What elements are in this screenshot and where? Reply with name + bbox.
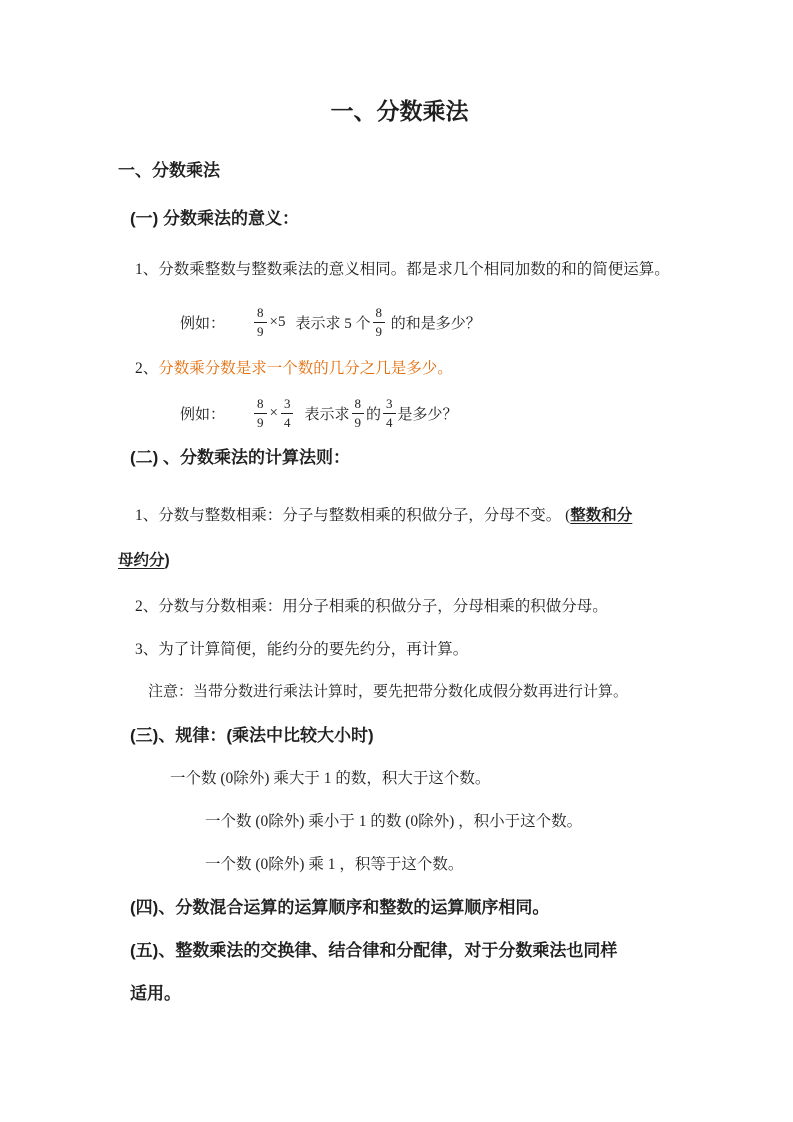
law-item-2: 一个数 (0除外) 乘小于 1 的数 (0除外) ，积小于这个数。: [205, 813, 583, 830]
main-heading: 一、分数乘法: [118, 161, 220, 180]
fraction-numerator: 8: [375, 304, 382, 320]
example-1-text-1: 表示求 5 个: [295, 315, 371, 332]
fraction-8-9: [373, 305, 386, 339]
section-1-heading: (一) 分数乘法的意义：: [130, 209, 300, 228]
fraction-numerator: 3: [386, 395, 393, 411]
fraction-3-4: [281, 396, 294, 430]
example-2-text-3: 是多少？: [397, 406, 458, 423]
fraction-denominator: 9: [254, 413, 267, 431]
fraction-denominator: 9: [373, 322, 386, 340]
section-2-heading: (二) 、分数乘法的计算法则：: [130, 448, 351, 467]
fraction-denominator: 9: [254, 322, 267, 340]
fraction-denominator: 9: [352, 413, 365, 431]
section-5-heading: [118, 929, 681, 1015]
law-item-3: 一个数 (0除外) 乘 1 ，积等于这个数。: [205, 856, 464, 873]
rule-1-text: 1、分数与整数相乘：分子与整数相乘的积做分子，分母不变。 (: [135, 507, 571, 524]
example-1-label: 例如：: [180, 315, 226, 332]
underlined-phrase-part-1: 整数和分: [570, 507, 633, 524]
underlined-phrase-part-2: 母约分: [118, 552, 165, 569]
fraction-numerator: 8: [257, 304, 264, 320]
example-2: [118, 390, 681, 436]
rule-item-1: [118, 493, 681, 583]
example-2-text-1: 表示求: [304, 406, 350, 423]
example-2-text-2: 的: [366, 406, 382, 423]
document-title: 一、分数乘法: [330, 98, 469, 124]
section-3-heading: (三)、规律：(乘法中比较大小时): [130, 726, 374, 745]
fraction-denominator: 4: [383, 413, 396, 431]
example-1-text-2: 的和是多少？: [387, 315, 481, 332]
meaning-item-2: [118, 347, 681, 390]
law-item-1: 一个数 (0除外) 乘大于 1 的数，积大于这个数。: [170, 770, 491, 787]
rule-item-2: 2、分数与分数相乘：用分子相乘的积做分子，分母相乘的积做分母。: [135, 598, 608, 615]
times-operator: ×: [269, 404, 278, 421]
example-1: [118, 299, 681, 345]
fraction-numerator: 8: [354, 395, 361, 411]
closing-paren: ): [164, 552, 170, 569]
orange-highlight-text: 分数乘分数是求一个数的几分之几是多少。: [158, 360, 453, 377]
fraction-numerator: 8: [257, 395, 264, 411]
section-5-line-2: 适用。: [130, 984, 181, 1003]
item-number: 2、: [135, 360, 159, 377]
times-operator: ×5: [269, 313, 286, 330]
fraction-3-4: [383, 396, 396, 430]
note-text: 注意：当带分数进行乘法计算时，要先把带分数化成假分数再进行计算。: [148, 684, 629, 700]
rule-item-3: 3、为了计算简便，能约分的要先约分，再计算。: [135, 641, 469, 658]
section-5-line-1: (五)、整数乘法的交换律、结合律和分配律，对于分数乘法也同样: [130, 941, 618, 960]
fraction-numerator: 3: [283, 395, 291, 411]
fraction-8-9: [254, 305, 267, 339]
section-4-heading: (四)、分数混合运算的运算顺序和整数的运算顺序相同。: [130, 898, 550, 917]
fraction-denominator: 4: [281, 413, 294, 431]
example-2-label: 例如：: [180, 406, 226, 423]
meaning-item-1: 1、分数乘整数与整数乘法的意义相同。都是求几个相同加数的和的简便运算。: [135, 261, 670, 278]
fraction-8-9: [254, 396, 267, 430]
fraction-8-9: [352, 396, 365, 430]
